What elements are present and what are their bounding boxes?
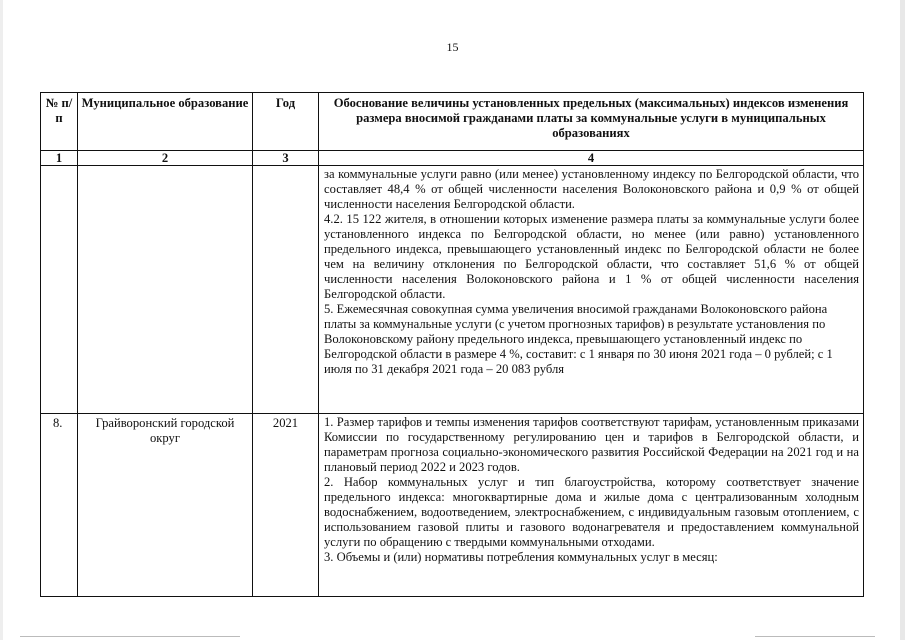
scan-artifact-line	[20, 636, 240, 637]
tariff-index-table	[40, 92, 864, 597]
justification-paragraph: 2. Набор коммунальных услуг и тип благоустройства, которому соответствует значение предельного индекса: многоквартирные дома и жилые дома с централизованным холодным водоснабжением, водоотведением, электроснабжением, с индивидуальным газовым отоплением, с использованием газовой плиты и газового водонагревателя и предоставлением коммунальной услуги по обращению с твердыми коммунальными отходами.	[324, 475, 859, 549]
page-number: 15	[446, 40, 459, 54]
column-number: 4	[319, 151, 864, 166]
header-year: Год	[253, 93, 319, 151]
row-number: 8.	[41, 414, 78, 597]
header-justification: Обоснование величины установленных предельных (максимальных) индексов изменения размера вносимой гражданами платы за коммунальные услуги в муниципальных образованиях	[319, 93, 864, 151]
justification-paragraph: 4.2. 15 122 жителя, в отношении которых изменение размера платы за коммунальные услуги более установленного индекса по Белгородской области, но менее (или равно) установленного предельного индекса, превышающего установленный индекс по Белгородской области не более чем на величину отклонения по Белгородской области, что составляет 51,6 % от общей численности населения Волоконовского района и 1 % от общей численности населения Белгородской области.	[324, 212, 859, 301]
column-number: 1	[41, 151, 78, 166]
column-number: 2	[78, 151, 253, 166]
scan-edge-right	[900, 0, 905, 640]
row-year	[253, 166, 319, 414]
header-municipality: Муниципальное образование	[78, 93, 253, 151]
justification-paragraph: 3. Объемы и (или) нормативы потребления коммунальных услуг в месяц:	[324, 550, 718, 564]
row-justification	[319, 414, 864, 597]
table-row	[41, 414, 864, 597]
justification-paragraph: 1. Размер тарифов и темпы изменения тарифов соответствуют тарифам, установленным приказами Комиссии по государственному регулированию цен и тарифов в Белгородской области, и параметрам прогноза социально-экономического развития Российской Федерации на 2021 год и на плановый период 2022 и 2023 годов.	[324, 415, 859, 474]
column-number: 3	[253, 151, 319, 166]
table-row	[41, 166, 864, 414]
header-number: № п/п	[41, 93, 78, 151]
justification-paragraph: 5. Ежемесячная совокупная сумма увеличения вносимой гражданами Волоконовского района платы за коммунальные услуги (с учетом прогнозных тарифов) в результате установления по Волоконовскому району предельного индекса, превышающего установленный индекс по Белгородской области в размере 4 %, составит: с 1 января по 30 июня 2021 года – 0 рублей; с 1 июля по 31 декабря 2021 года – 20 083 рубля	[324, 302, 833, 376]
justification-paragraph: за коммунальные услуги равно (или менее) установленному индексу по Белгородской области, что составляет 48,4 % от общей численности населения Волоконовского района и 0,9 % от общей численности населения Белгородской области.	[324, 167, 859, 211]
row-municipality: Грайворонский городской округ	[78, 414, 253, 597]
scan-artifact-line	[755, 636, 875, 637]
row-number	[41, 166, 78, 414]
column-number-row	[41, 151, 864, 166]
row-municipality	[78, 166, 253, 414]
header-row	[41, 93, 864, 151]
scan-edge-left	[0, 0, 3, 640]
row-justification	[319, 166, 864, 414]
row-year: 2021	[253, 414, 319, 597]
